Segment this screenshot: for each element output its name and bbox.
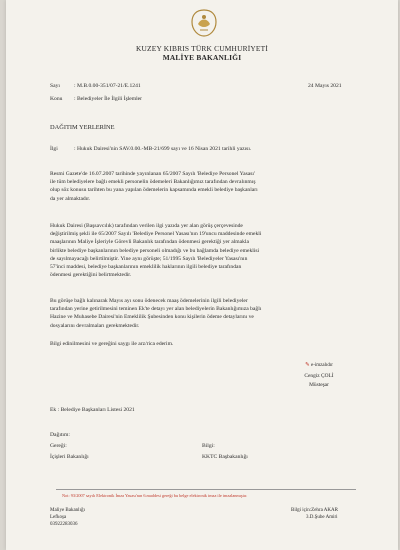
republic-name: KUZEY KIBRIS TÜRK CUMHURİYETİ — [135, 44, 269, 53]
footnote-divider — [56, 489, 356, 490]
attachment-note: Ek : Belediye Başkanları Listesi 2021 — [50, 407, 135, 413]
footer-ministry: Maliye Bakanlığı — [50, 508, 85, 513]
document-page — [6, 0, 398, 550]
footer-phone: 03922283036 — [50, 522, 78, 527]
ilgi-label: İlgi — [50, 146, 58, 152]
footnote: Not: 93/2007 sayılı Elektronik İmza Yasası'nın 6.maddesi gereği bu belge elektronik imza ile imzalanmıştır. — [62, 493, 248, 498]
e-signature-mark: ✎ e-imzalıdır — [305, 362, 333, 368]
document-date: 24 Mayıs 2021 — [308, 83, 342, 89]
signatory-title: Müsteşar — [309, 382, 329, 388]
body-paragraph-1: Resmi Gazete'de 16.07.2007 tarihinde yayınlanan 65/2007 Sayılı 'Belediye Personel Yasası' ile tüm belediyelere bağlı emekli personelin ödemeleri Bakanlığımız tarafından devralınmış olup söz konusu tarihten bu yana yapılan ödemelerin kapsamında emekli belediye başkanları da yer almaktadır. — [50, 171, 258, 202]
bilgi-value: KKTC Başbakanlığı — [202, 454, 248, 460]
footer-contact: Bilgi için:Zehra AKAR — [291, 508, 338, 513]
konu-value: : Belediyeler İle İlgili İşlemler — [74, 96, 143, 102]
signatory-name: Cengiz ÇOLİ — [304, 373, 334, 379]
ilgi-text: : Hukuk Dairesi'nin SAV.0.00.-MB-21/699 sayı ve 16 Nisan 2021 tarihli yazısı. — [74, 146, 252, 152]
body-paragraph-4: Bilgi edinilmesini ve gereğini saygı ile arz/rica ederim. — [50, 341, 174, 347]
body-paragraph-3: Bu görüşe bağlı kalınarak Mayıs ayı sonu ödenecek maaş ödemelerinin ilgili belediyeler tarafından yerine getirilmesini teminen Ek'te detayı yer alan belediyelerin Bakanlığımıza bağlı Hazine ve Muhasebe Dairesi'nin Emeklilik Şubesinden konu kişilerin ödeme detaylarını ve dosyalarını devralmaları gerekmektedir. — [50, 298, 262, 329]
addressee: DAĞITIM YERLERİNE — [50, 124, 115, 131]
geregi-label: Gereği: — [50, 443, 67, 449]
geregi-value: İçişleri Bakanlığı — [50, 454, 89, 460]
body-paragraph-2: Hukuk Dairesi (Başsavcılık) tarafından verilen ilgi yazıda yer alan görüş çerçevesinde değiştirilmiş şekli ile 65/2007 Sayılı 'Belediye Personel Yasası'nın 19'uncu maddesinde emekli maaşlarının Maliye İşleriyle Görevli Bakanlık tarafından ödenmesi gerektiği yer almakla birlikte belediye başkanlarının belediye personeli olmadığı ve bu bağlamda belediye emeklisi de sayılmayacağı belirtilmiştir. Yine aynı görüşte; 51/1995 Sayılı 'Belediyeler Yasası'nın 57'inci maddesi, belediye başkanlarının emeklilik haklarının ilgili belediye tarafından ödenmesi gerektiğini belirtmektedir. — [50, 223, 262, 279]
sayi-value: : M.B.0.00-351/07-21/E.1241 — [74, 83, 141, 89]
footer-contact-title: 3.D.Şube Amiri — [306, 515, 338, 520]
bilgi-label: Bilgi: — [202, 443, 215, 449]
e-signature-icon: ✎ — [305, 362, 310, 368]
state-emblem-icon — [190, 8, 218, 38]
konu-label: Konu — [50, 96, 63, 102]
sayi-label: Sayı — [50, 83, 60, 89]
footer-city: Lefkoşa — [50, 515, 67, 520]
distribution-label: Dağıtım: — [50, 432, 70, 438]
ministry-name: MALİYE BAKANLIĞI — [162, 53, 242, 62]
